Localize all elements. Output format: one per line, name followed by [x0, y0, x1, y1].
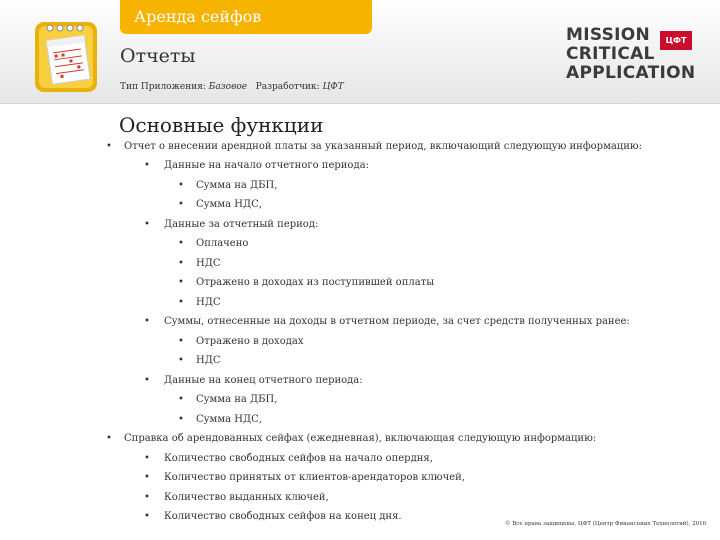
footer-copyright: © Все права защищены, ЦФТ (Центр Финансовых Технологий), 2010 — [505, 521, 707, 527]
bullet-marker: • — [144, 511, 150, 522]
bullet-marker: • — [178, 277, 184, 288]
list-item-level-3: НДС — [196, 297, 221, 308]
bullet-marker: • — [144, 453, 150, 464]
app-meta — [120, 82, 344, 92]
bullet-marker: • — [178, 355, 184, 366]
list-item-level-2: Количество выданных ключей, — [164, 492, 329, 503]
bullet-marker: • — [178, 258, 184, 269]
list-item-level-2: Данные на конец отчетного периода: — [164, 375, 363, 386]
bullet-marker: • — [178, 336, 184, 347]
bullet-marker: • — [144, 375, 150, 386]
developer-label: Разработчик: — [255, 82, 320, 92]
cft-logo-badge: ЦФТ — [660, 31, 692, 50]
list-item-level-2: Суммы, отнесенные на доходы в отчетном периоде, за счет средств полученных ранее: — [164, 316, 630, 327]
logo-line-2: CRITICAL — [566, 44, 655, 64]
list-item-level-3: Сумма НДС, — [196, 414, 262, 425]
bullet-marker: • — [178, 414, 184, 425]
bullet-marker: • — [178, 394, 184, 405]
list-item-level-2: Данные за отчетный период: — [164, 219, 319, 230]
list-item-level-3: Сумма НДС, — [196, 199, 262, 210]
list-item-level-1: Отчет о внесении арендной платы за указанный период, включающий следующую информацию: — [124, 141, 642, 152]
bullet-marker: • — [144, 316, 150, 327]
list-item-level-1: Справка об арендованных сейфах (ежедневная), включающая следующую информацию: — [124, 433, 597, 444]
list-item-level-2: Количество свободных сейфов на конец дня. — [164, 511, 402, 522]
list-item-level-2: Количество свободных сейфов на начало опердня, — [164, 453, 433, 464]
app-type-label: Тип Приложения: — [120, 82, 206, 92]
bullet-marker: • — [178, 180, 184, 191]
list-item-level-2: Данные на начало отчетного периода: — [164, 160, 369, 171]
product-title-tab: Аренда сейфов — [120, 0, 372, 34]
developer-value: ЦФТ — [322, 82, 344, 92]
list-item-level-3: НДС — [196, 355, 221, 366]
bullet-marker: • — [178, 238, 184, 249]
list-item-level-3: Отражено в доходах из поступившей оплаты — [196, 277, 435, 288]
list-item-level-3: Отражено в доходах — [196, 336, 304, 347]
section-title: Основные функции — [119, 113, 324, 137]
app-type-value: Базовое — [208, 82, 248, 92]
header-divider — [0, 103, 720, 104]
bullet-marker: • — [144, 492, 150, 503]
logo-line-3: APPLICATION — [566, 63, 696, 83]
bullet-marker: • — [144, 219, 150, 230]
list-item-level-2: Количество принятых от клиентов-арендаторов ключей, — [164, 472, 465, 483]
list-item-level-3: Сумма на ДБП, — [196, 394, 278, 405]
bullet-marker: • — [144, 160, 150, 171]
list-item-level-3: Оплачено — [196, 238, 249, 249]
bullet-marker: • — [144, 472, 150, 483]
bullet-marker: • — [106, 433, 112, 444]
bullet-marker: • — [178, 199, 184, 210]
page-subtitle: Отчеты — [120, 45, 196, 67]
list-item-level-3: Сумма на ДБП, — [196, 180, 278, 191]
logo-line-1: MISSION — [566, 25, 651, 45]
bullet-marker: • — [106, 141, 112, 152]
list-item-level-3: НДС — [196, 258, 221, 269]
bullet-marker: • — [178, 297, 184, 308]
calendar-notebook-icon — [32, 18, 102, 96]
